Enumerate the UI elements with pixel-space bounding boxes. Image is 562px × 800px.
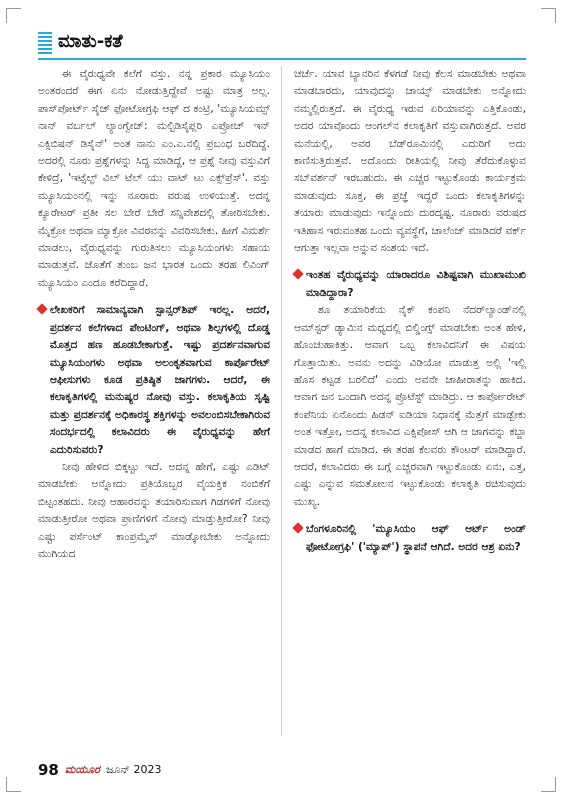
issue-date: ಜೂನ್ 2023 bbox=[105, 763, 162, 776]
question-1-text: ಲೇಖಕರಿಗೆ ಸಾಮಾನ್ಯವಾಗಿ ಸ್ಪಾನ್ಸರ್‌ಶಿಪ್ ಇರಲ್ಲ. ಆದರೆ, ಪ್ರದರ್ಶನ ಕಲೆಗಳಾದ ಪೇಂಟಿಂಗ್, ಅಥವಾ ಶಿಲ್ಪಗಳಲ್ಲಿ ದೊಡ್ಡ ಮೊತ್ತದ ಹಣ ಹೂಡಬೇಕಾಗುತ್ತೆ. ಇಷ್ಟು ಪ್ರದರ್ಶನವಾಗುವ ಮ್ಯೂಸಿಯಂಗಳು ಅಥವಾ ಅಲಂಕೃತವಾಗುವ ಕಾರ್ಪೊರೇಟ್ ಆಫೀಸುಗಳು ಕೂಡ ಪ್ರತಿಷ್ಠಿತ ಜಾಗಗಳು. ಆದರೆ, ಈ ಕಲಾಕೃತಿಗಳಲ್ಲಿ ಮನುಷ್ಯರ ನೋವು ವಸ್ತು. ಕಲಾಕೃತಿಯ ಸೃಷ್ಟಿ ಮತ್ತು ಪ್ರದರ್ಶನಕ್ಕೆ ಅಧಿಕಾರಸ್ಥ ಶಕ್ತಿಗಳನ್ನು ಅವಲಂಬಿಸಬೇಕಾಗಿರುವ ಸಂದರ್ಭದಲ್ಲಿ ಕಲಾವಿದರು ಈ ವೈರುಧ್ಯವನ್ನು ಹೇಗೆ ಎದುರಿಸುವರು? bbox=[50, 304, 270, 456]
page-footer bbox=[38, 760, 162, 780]
diamond-bullet-icon bbox=[292, 522, 303, 533]
crop-mark-top-left bbox=[6, 8, 21, 23]
intro-paragraph: ಈ ವೈರುಧ್ಯವೇ ಕಲೆಗೆ ವಸ್ತು. ನನ್ನ ಪ್ರಕಾರ ಮ್ಯೂಸಿಯಂ ಅಂತರಂದರೆ ಈಗ ಏನು ನೋಡುತ್ತಿದ್ದೇವೆ ಅಷ್ಟು ಮಾತ್ರ ಅಲ್ಲ. ಪಾಸ್‌ಪೋರ್ಟ್ ಸೈಜ್ ಫೋಟೋಗ್ರಫಿ ಆಫ್ ದ ಕಂಟ್ರಿ, 'ಮ್ಯೂಸಿಯಮ್ಸ್ ನಾನ್ ವರ್ಬಲ್ ಲ್ಯಾಂಗ್ವೇಜ್: ಮಲ್ಟಿಡಿಸೈಪ್ಲರಿ ಎಪ್ರೋಚ್ ಇನ್ ಎಕ್ಸಿಬಿಷನ್ ಡಿಸೈನ್' ಅಂತ ನಾನು ಎಂ.ಎ.ನಲ್ಲಿ ಪ್ರಬಂಧ ಬರೆದಿದ್ದೆ. ಅದರಲ್ಲಿ ನೂರು ಪ್ರಶ್ನೆಗಳನ್ನು ಸಿದ್ಧ ಮಾಡಿದ್ದೆ, ಆ ಪ್ರಶ್ನೆ ನೀವು ವಸ್ತುವಿಗೆ ಕೇಳಿದ್ರೆ, 'ಇಟ್ಸೆಲ್ಫ್ ವಿಲ್ ಟೆಲ್ ಯು ವಾಟ್ ಟು ಎಕ್ಸ್‌ಪ್ರೆಸ್'. ವಸ್ತು ಮ್ಯೂಸಿಯಂನಲ್ಲಿ ಇನ್ನು ನೂರಾರು ವರುಷ ಉಳಿಯುತ್ತೆ. ಅದನ್ನ ಕ್ಯೂರೇಟರ್ ಪ್ರತೀ ಸಲ ಬೇರೆ ಬೇರೆ ಸನ್ನಿವೇಶದಲ್ಲಿ ತೋರಿಸಬೇಕು. ಮೈಕ್ರೋ ಅಥವಾ ಮ್ಯಾಕ್ರೋ ವಿವರವನ್ನು ವಿವರಿಸಬೇಕು. ಹೀಗೆ ವಿಮರ್ಶೆ ಮಾಡಲು, ವೈರುಧ್ಯವನ್ನು ಗುರುತಿಸಲು ಮ್ಯೂಸಿಯಂಗಳು ಸಹಾಯ ಮಾಡುತ್ತವೆ. ಜೊತೆಗೆ ತುಂಬ ಜನ ಭಾರತ ಒಂದು ತರಹ ಲಿವಿಂಗ್ ಮ್ಯೂಸಿಯಂ ಎಂದೂ ಕರೆದಿದ್ದಾರೆ. bbox=[38, 68, 270, 289]
header-accent-bar bbox=[38, 32, 52, 54]
crop-mark-top-right bbox=[541, 8, 556, 23]
diamond-bullet-icon bbox=[36, 304, 47, 315]
section-header bbox=[38, 28, 526, 58]
question-3-text: ಬೆಂಗಳೂರಿನಲ್ಲಿ 'ಮ್ಯೂಸಿಯಂ ಆಫ್ ಆರ್ಟ್ ಅಂಡ್ ಫೋಟೋಗ್ರಫಿ' ('ಮ್ಯಾಪ್') ಸ್ಥಾಪನೆ ಆಗಿದೆ. ಅದರ ಆಶ್ರ ಏನು? bbox=[306, 523, 526, 553]
question-1 bbox=[38, 302, 270, 459]
section-title: ಮಾತು-ಕತೆ bbox=[58, 31, 123, 52]
diamond-bullet-icon bbox=[292, 269, 303, 280]
continuation-paragraph: ಚರ್ಚೆ. ಯಾವ ಬ್ಯಾನರಿನ ಕೆಳಗಡೆ ನೀವು ಕೆಲಸ ಮಾಡಬೇಕು ಅಥವಾ ಮಾಡಬಾರದು, ಯಾವುದನ್ನು ಚಾಯ್ಸ್ ಮಾಡಬೇಕು ಅನ್ನೋದು ನಮ್ಮಲ್ಲಿರುತ್ತದೆ. ಈ ವೈರುಧ್ಯ ಇರುವ ಏರಿಯಾವನ್ನು ಎತ್ತಿಕೊಂಡು, ಅದರ ಯಾವೊಂದು ಆಂಗಲ್‌ನ ಕಲಾಕೃತಿಗೆ ವಸ್ತುವಾಗಿರುತ್ತದೆ. ಅವರ ಮನೆಯಲ್ಲಿ, ಅವರ ಬೆಡ್‌ರೂಮಿನಲ್ಲಿ ಎದುರಿಗೆ ಅದು ಕಾಣಿಸುತ್ತಿರುತ್ತವೆ. ಅದೊಂದು ರೀತಿಯಲ್ಲಿ ನೀವು ತೆರೆದುಕೊಳ್ಳುವ ಸಬ್‌ವರ್ಶನ್ ಇರಬಹುದು. ಈ ಎಚ್ಚರ ಇಟ್ಟುಕೊಂಡು ಕಾರ್ಯಕ್ರಮ ಮಾಡುವುದು ಸೂಕ್ತ, ಈ ಪ್ರಜ್ಞೆ ಇದ್ದರೆ ಒಂದು ಕಲಾಕೃತಿಗಳನ್ನು ತಯಾರು ಮಾಡುವುದು ಇನ್ನೊಂದು ದುರದೃಷ್ಟ. ನೂರಾರು ವರುಷದ ಇತಿಹಾಸ ಇರುವಂತಹ ಒಂದು ವ್ಯವಸ್ಥೆಗೆ, ಚಾಲೆಂಜ್ ಮಾಡಿದರೆ ವರ್ಕ್ ಆಗುತ್ತಾ ಇಲ್ಲವಾ ಅನ್ನುವ ಸಂಶಯ ಇದೆ. bbox=[294, 68, 526, 255]
question-2-text: ಇಂತಹ ವೈರುಧ್ಯವನ್ನು ಯಾರಾದರೂ ವಿಶಿಷ್ಟವಾಗಿ ಮುಖಾಮುಖಿ ಮಾಡಿದ್ದಾರಾ? bbox=[306, 269, 526, 299]
column-divider bbox=[281, 66, 282, 736]
magazine-logo: ಮಯೂರ bbox=[64, 763, 100, 776]
answer-2-paragraph: ಶೂ ತಯಾರಿಕೆಯ ನೈಕ್ ಕಂಪನಿ ನೆದರ್‌ಲ್ಯಾಂಡ್‌ನಲ್ಲಿ ಆಮ್‌ಸ್ಟರ್ ಡ್ಯಾಮಿನ ಮಧ್ಯದಲ್ಲಿ ಬಿಲ್ಡಿಂಗ್ಸ್ ಮಾಡಬೇಕು ಅಂತ ಹೇಳಿ, ಹೊಂಚುಹಾಕಿತ್ತು. ಆವಾಗ ಒಬ್ಬ ಕಲಾವಿದನಿಗೆ ಈ ವಿಷಯ ಗೊತ್ತಾಯಿತು. ಅವನು ಅದನ್ನು ವಿಡಿಯೋ ಮಾಡುತ್ತ ಅಲ್ಲಿ 'ಇಲ್ಲಿ ಹೊಸ ಕಟ್ಟಡ ಬರಲಿದೆ' ಎಂದು ಅವನೇ ಜಾಹೀರಾತನ್ನು ಹಾಕಿದ. ಆವಾಗ ಜನ ಒಂದಾಗಿ ಅದನ್ನ ಪ್ರೊಟೆಸ್ಟ್ ಮಾಡಿದ್ರು. ಆ ಕಾರ್ಪೋರೇಟ್ ಕಂಪೆನಿಯ ಏನೊಂದು ಹಿಡನ್ ಐಡಿಯಾ ನಿಧಾನಕ್ಕೆ ಮೆತ್ತಗೆ ಮಾಡ್ಬೇಕು ಅಂತ ಇತ್ತೋ, ಅದನ್ನ ಕಲಾವಿದ ಎಕ್ಸಿಪೋಸ್ ಆಗಿ ಆ ಜಾಗವನ್ನು ಕಬ್ಜಾ ಮಾಡದ ಹಾಗೆ ಮಾಡಿದ. ಈ ತರಹ ಕೆಲವರು ಕೌಂಟರ್ ಮಾಡಿದ್ದಾರೆ. ಆದರೆ, ಕಲಾವಿದರು ಈ ಬಗ್ಗೆ ಎಚ್ಚರವಾಗಿ ಇಟ್ಟುಕೊಂಡು ಏನು, ಎತ್ತ, ಎಷ್ಟು ಎನ್ನುವ ಸಮತೋಲನ ಇಟ್ಟುಕೊಂಡು ಕಲಾಕೃತಿ ರಚಿಸುವುದು ಮುಖ್ಯ. bbox=[294, 304, 526, 508]
question-3 bbox=[294, 521, 526, 556]
crop-mark-bottom-left bbox=[6, 777, 21, 792]
answer-1-paragraph: ನೀವು ಹೇಳಿದ ಬಿಕ್ಕಟ್ಟು ಇದೆ. ಅದನ್ನ ಹೇಗೆ, ಎಷ್ಟು ಎಡಿಟ್ ಮಾಡಬೇಕು ಅನ್ನೋದು ಪ್ರತಿಯೊಬ್ಬರ ವೈಯಕ್ತಿಕ ನಂಬಿಕೆಗೆ ಬಿಟ್ಟಂತಹದು. ನೀವು ಆಹಾರವನ್ನು ತಯಾರಿಸುವಾಗ ಗಿಡಗಳಿಗೆ ನೋವು ಮಾಡುತ್ತೀರೋ ಅಥವಾ ಪ್ರಾಣಿಗಳಿಗೆ ನೋವು ಮಾಡ್ತುತ್ತೀರೋ? ನೀವು ಎಷ್ಟು ಪರ್ಸೆಂಟ್ ಕಾಂಪ್ರಮೈಸ್ ಮಾಡ್ಕೋಬೇಕು ಅನ್ನೋದು ಮುಗಿಯದ bbox=[38, 460, 270, 560]
header-rule bbox=[38, 58, 526, 60]
left-column bbox=[38, 66, 270, 563]
question-2 bbox=[294, 267, 526, 302]
page-number: 98 bbox=[38, 761, 59, 779]
right-column bbox=[294, 66, 526, 556]
crop-mark-bottom-right bbox=[541, 777, 556, 792]
